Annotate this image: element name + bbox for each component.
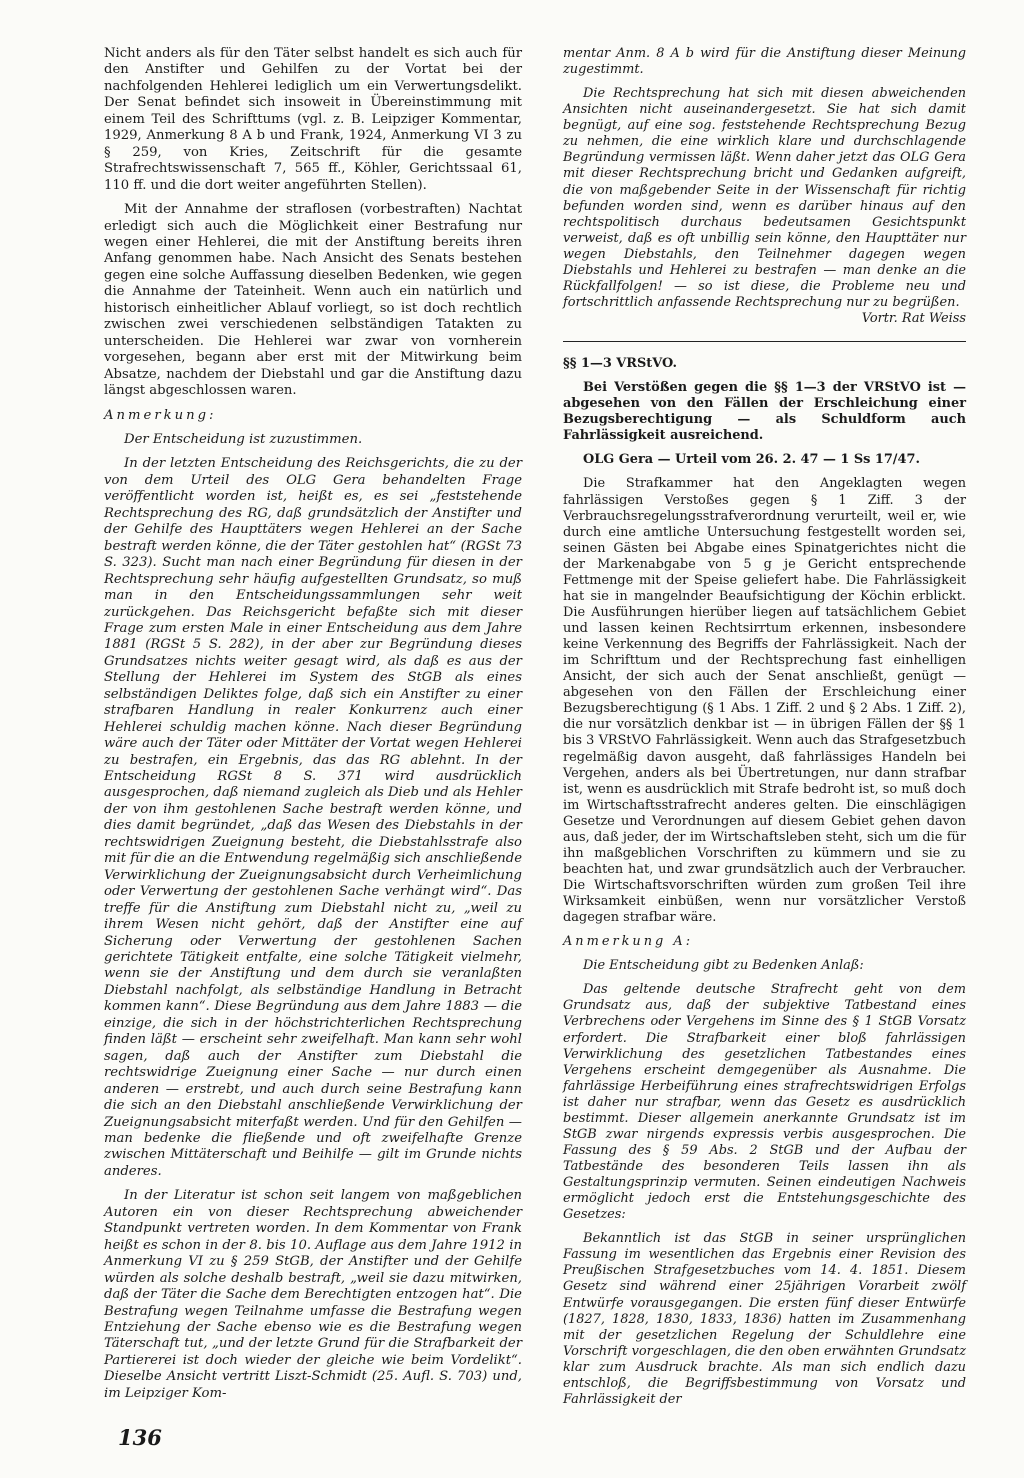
annotation-heading: Anmerkung:: [104, 407, 217, 423]
paragraph: Der Entscheidung ist zuzustimmen.: [124, 431, 363, 447]
annotation-heading: Anmerkung A:: [563, 934, 694, 950]
paragraph: In der letzten Entscheidung des Reichsgerichts, die zu der von dem Urteil des OLG Gera behandelten Frage veröffentlicht worden ist, heißt es, es sei „feststehende Rechtsprechung des RG, daß grundsätzlich der Anstifter und der Gehilfe des Haupttäters wegen Hehlerei an der Sache bestraft werden könne, die der Täter gestohlen hat“ (RGSt 73 S. 323). Sucht man nach einer Begründung für diesen in der Rechtsprechung sehr häufig aufgestellten Grundsatz, so muß man in den Entscheidungssammlungen sehr weit zurückgehen. Das Reichsgericht befaßte sich mit dieser Frage zum ersten Male in einer Entscheidung aus dem Jahre 1881 (RGSt 5 S. 282), in der aber zur Begründung dieses Grundsatzes nichts weiter gesagt wird, als daß es aus der Stellung der Hehlerei im System des StGB als eines selbständigen Deliktes folge, daß sich ein Anstifter zu einer strafbaren Handlung in realer Konkurrenz auch einer Hehlerei schuldig machen könne. Nach dieser Begründung wäre auch der Täter oder Mittäter der Vortat wegen Hehlerei zu bestrafen, ein Ergebnis, das das RG ablehnt. In der Entscheidung RGSt 8 S. 371 wird ausdrücklich ausgesprochen, daß niemand zugleich als Dieb und als Hehler der von ihm gestohlenen Sache bestraft werden könne, und dies damit begründet, „daß das Wesen des Diebstahls in der rechtswidrigen Zueignung besteht, die Diebstahlsstrafe also mit für die an die Entwendung regelmäßig sich anschließende Verwirklichung der Zueignungsabsicht durch Verheimlichung oder Verwertung der gestohlenen Sache verhängt wird“. Das treffe für die Anstiftung zum Diebstahl nicht zu, „weil zu ihrem Wesen nicht gehört, daß der Anstifter eine auf Sicherung oder Verwertung der gestohlenen Sachen gerichtete Tätigkeit entfalte, eine solche Tätigkeit vielmehr, wenn sie der Anstiftung und dem durch sie veranlaßten Diebstahl nachfolgt, als selbständige Handlung in Betracht kommen kann“. Diese Begründung aus dem Jahre 1883 — die einzige, die sich in der höchstrichterlichen Rechtsprechung finden läßt — erscheint sehr zweifelhaft. Man kann sehr wohl sagen, daß auch der Anstifter zum Diebstahl die rechtswidrige Zueignung einer Sache — nur durch einen anderen — erstrebt, und auch durch seine Bestrafung kann die sich an den Diebstahl anschließende Verwirklichung der Zueignungsabsicht miterfaßt werden. Und für den Gehilfen — man bedenke die fließende und oft zweifelhafte Grenze zwischen Mittäterschaft und Beihilfe — gilt im Grunde nichts anderes.: [104, 456, 522, 1179]
section-heading: §§ 1—3 VRStVO.: [563, 356, 678, 372]
paragraph: Das geltende deutsche Strafrecht geht von dem Grundsatz aus, daß der subjektive Tatbestand eines Verbrechens oder Vergehens im Sinne des § 1 StGB Vorsatz erfordert. Die Strafbarkeit einer bloß fahrlässigen Verwirklichung des gesetzlichen Tatbestandes eines Vergehens erscheint demgegenüber als Ausnahme. Die fahrlässige Herbeiführung eines strafrechtswidrigen Erfolgs ist daher nur strafbar, wenn das Gesetz es ausdrücklich bestimmt. Dieser allgemein anerkannte Grundsatz ist im StGB zwar nirgends expressis verbis ausgesprochen. Die Fassung des § 59 Abs. 2 StGB und der Aufbau der Tatbestände des besonderen Teils lassen ihn als Gestaltungsprinzip vermuten. Seinen eindeutigen Nachweis ermöglicht jedoch erst die Entstehungsgeschichte des Gesetzes:: [563, 982, 966, 1223]
right-column: [563, 46, 966, 1408]
paragraph: Die Strafkammer hat den Angeklagten wegen fahrlässigen Verstoßes gegen § 1 Ziff. 3 der Verbrauchsregelungsstrafverordnung verurteilt, weil er, wie durch eine amtliche Untersuchung festgestellt worden sei, seinen Gästen bei Abgabe eines Spinatgerichtes nicht die der Markenabgabe von 5 g je Gericht entsprechende Fettmenge mit der Speise geliefert habe. Die Fahrlässigkeit hat sie in mangelnder Beaufsichtigung der Köchin erblickt. Die Ausführungen hierüber liegen auf tatsächlichem Gebiet und lassen keinen Rechtsirrtum erkennen, insbesondere keine Verkennung des Begriffs der Fahrlässigkeit. Nach der im Schrifttum und der Rechtsprechung fast einhelligen Ansicht, der sich auch der Senat anschließt, genügt — abgesehen von den Fällen der Erschleichung einer Bezugsberechtigung (§ 1 Abs. 1 Ziff. 2 und § 2 Abs. 1 Ziff. 2), die nur vorsätzlich denkbar ist — in übrigen Fällen der §§ 1 bis 3 VRStVO Fahrlässigkeit. Wenn auch das Strafgesetzbuch regelmäßig davon ausgeht, daß fahrlässiges Handeln bei Vergehen, anders als bei Übertretungen, nur dann strafbar ist, wenn es ausdrücklich mit Strafe bedroht ist, so muß doch im Wirtschaftsstrafrecht anderes gelten. Die einschlägigen Gesetze und Verordnungen auf diesem Gebiet gehen davon aus, daß jeder, der im Wirtschaftsleben steht, sich um die für ihn maßgeblichen Vorschriften zu kümmern und sie zu beachten hat, und zwar grundsätzlich auch der Verbraucher. Die Wirtschaftsvorschriften würden zum großen Teil ihre Wirksamkeit einbüßen, wenn nur vorsätzlicher Verstoß dagegen strafbar wäre.: [563, 476, 967, 926]
section-divider: [563, 341, 966, 342]
paragraph: Nicht anders als für den Täter selbst handelt es sich auch für den Anstifter und Gehilfen zu der Vortat bei der nachfolgenden Hehlerei lediglich um ein Verwertungsdelikt. Der Senat befindet sich insoweit in Übereinstimmung mit einem Teil des Schrifttums (vgl. z. B. Leipziger Kommentar, 1929, Anmerkung 8 A b und Frank, 1924, Anmerkung VI 3 zu § 259, von Kries, Zeitschrift für die gesamte Strafrechtswissenschaft 7, 565 ff., Köhler, Gerichtssaal 61, 110 ff. und die dort weiter angeführten Stellen).: [104, 46, 522, 193]
paragraph: Die Entscheidung gibt zu Bedenken Anlaß:: [583, 958, 864, 974]
paragraph: In der Literatur ist schon seit langem von maßgeblichen Autoren ein von dieser Rechtsprechung abweichender Standpunkt vertreten worden. In dem Kommentar von Frank heißt es schon in der 8. bis 10. Auflage aus dem Jahre 1912 in Anmerkung VI zu § 259 StGB, der Anstifter und der Gehilfe würden als solche deshalb bestraft, „weil sie dazu mitwirken, daß der Täter die Sache dem Berechtigten entzogen hat“. Die Bestrafung wegen Teilnahme umfasse die Bestrafung wegen Entziehung der Sache ebenso wie es die Bestrafung wegen Täterschaft tut, „und der letzte Grund für die Strafbarkeit der Partiererei ist doch wieder der gleiche wie beim Vordelikt“. Dieselbe Ansicht vertritt Liszt-Schmidt (25. Aufl. S. 703) und, im Leipziger Kom-: [104, 1188, 522, 1401]
paragraph: mentar Anm. 8 A b wird für die Anstiftung dieser Meinung zugestimmt.: [563, 46, 966, 78]
left-column: [104, 46, 522, 1402]
court-citation: OLG Gera — Urteil vom 26. 2. 47 — 1 Ss 17/47.: [583, 452, 920, 468]
paragraph: Mit der Annahme der straflosen (vorbestraften) Nachtat erledigt sich auch die Möglichkeit einer Bestrafung nur wegen einer Hehlerei, die mit der Anstiftung bereits ihren Anfang genommen habe. Nach Ansicht des Senats bestehen gegen eine solche Auffassung dieselben Bedenken, wie gegen die Annahme der Tateinheit. Wenn auch ein natürlich und historisch einheitlicher Ablauf vorliegt, so ist doch rechtlich zwischen zwei verschiedenen selbständigen Tatakten zu unterscheiden. Die Hehlerei war zwar von vornherein vorgesehen, begann aber erst mit der Mitwirkung beim Absatze, nachdem der Diebstahl und gar die Anstiftung dazu längst abgeschlossen waren.: [104, 202, 522, 399]
headnote: Bei Verstößen gegen die §§ 1—3 der VRStVO ist — abgesehen von den Fällen der Erschleichung einer Bezugsberechtigung — als Schuldform auch Fahrlässigkeit ausreichend.: [563, 380, 966, 444]
paragraph: Bekanntlich ist das StGB in seiner ursprünglichen Fassung im wesentlichen das Ergebnis einer Revision des Preußischen Strafgesetzbuches vom 14. 4. 1851. Diesem Gesetz sind während einer 25jährigen Vorarbeit zwölf Entwürfe vorausgegangen. Die ersten fünf dieser Entwürfe (1827, 1828, 1830, 1833, 1836) hatten im Zusammenhang mit der gesetzlichen Regelung der Schuldlehre eine Vorschrift vorgeschlagen, die den oben erwähnten Grundsatz klar zum Ausdruck brachte. Als man sich endlich dazu entschloß, die Begriffsbestimmung von Vorsatz und Fahrlässigkeit der: [563, 1231, 966, 1407]
page-number: 136: [118, 1425, 162, 1450]
paragraph: Die Rechtsprechung hat sich mit diesen abweichenden Ansichten nicht auseinandergesetzt. Sie hat sich damit begnügt, auf eine sog. feststehende Rechtsprechung Bezug zu nehmen, die eine wirklich klare und durchschlagende Begründung vermissen läßt. Wenn daher jetzt das OLG Gera mit dieser Rechtsprechung bricht und Gedanken aufgreift, die von maßgebender Seite in der Wissenschaft für richtig befunden worden sind, wenn es darüber hinaus auf den rechtspolitisch durchaus bedeutsamen Gesichtspunkt verweist, daß es oft unbillig sein könne, den Haupttäter nur wegen Diebstahls, den Teilnehmer dagegen wegen Diebstahls und Hehlerei zu bestrafen — man denke an die Rückfallfolgen! — so ist diese, die Probleme neu und fortschrittlich anfassende Rechtsprechung nur zu begrüßen.: [563, 86, 966, 310]
author-signature: Vortr. Rat Weiss: [861, 311, 966, 326]
